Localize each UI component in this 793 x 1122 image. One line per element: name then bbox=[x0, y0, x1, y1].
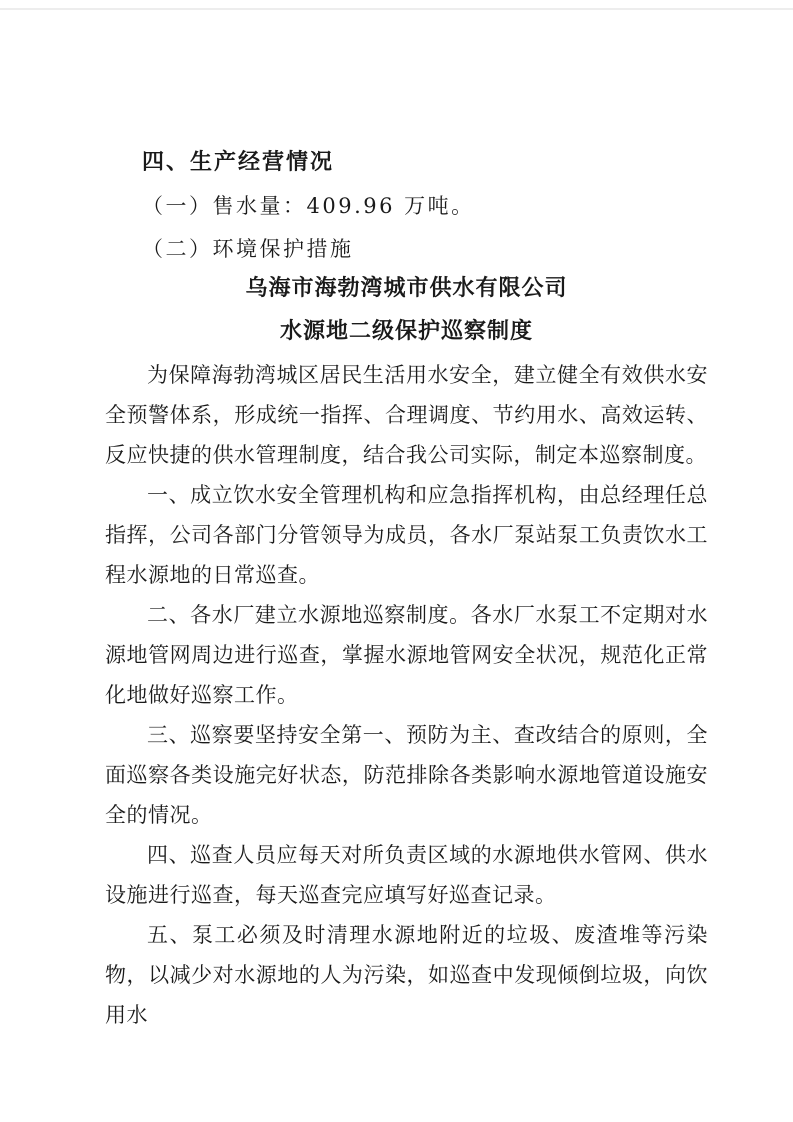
scan-artifact-line bbox=[0, 8, 793, 10]
company-title: 乌海市海勃湾城市供水有限公司 bbox=[245, 276, 568, 301]
paragraph-article-3: 三、巡察要坚持安全第一、预防为主、查改结合的原则，全面巡察各类设施完好状态，防范排除各类影响水源地管道设施安全的情况。 bbox=[105, 723, 708, 827]
paragraph-article-2: 二、各水厂建立水源地巡察制度。各水厂水泵工不定期对水源地管网周边进行巡查，掌握水源地管网安全状况，规范化正常化地做好巡察工作。 bbox=[105, 603, 708, 707]
paragraph-article-1: 一、成立饮水安全管理机构和应急指挥机构，由总经理任总指挥，公司各部门分管领导为成员，各水厂泵站泵工负责饮水工程水源地的日常巡查。 bbox=[105, 483, 708, 587]
sub-item-environment-protection: （二）环境保护措施 bbox=[142, 237, 354, 261]
paragraph-preamble: 为保障海勃湾城区居民生活用水安全，建立健全有效供水安全预警体系，形成统一指挥、合理调度、节约用水、高效运转、反应快捷的供水管理制度，结合我公司实际，制定本巡察制度。 bbox=[105, 363, 708, 467]
document-content bbox=[105, 140, 708, 1035]
paragraph-article-4: 四、巡查人员应每天对所负责区域的水源地供水管网、供水设施进行巡查，每天巡查完应填写好巡查记录。 bbox=[105, 843, 708, 907]
section-heading: 四、生产经营情况 bbox=[142, 150, 335, 175]
paragraph-article-5: 五、泵工必须及时清理水源地附近的垃圾、废渣堆等污染物，以减少对水源地的人为污染，如巡查中发现倾倒垃圾，向饮用水 bbox=[105, 923, 708, 1027]
sub-item-water-sales: （一）售水量：409.96 万吨。 bbox=[142, 194, 475, 218]
policy-title: 水源地二级保护巡察制度 bbox=[279, 319, 533, 344]
